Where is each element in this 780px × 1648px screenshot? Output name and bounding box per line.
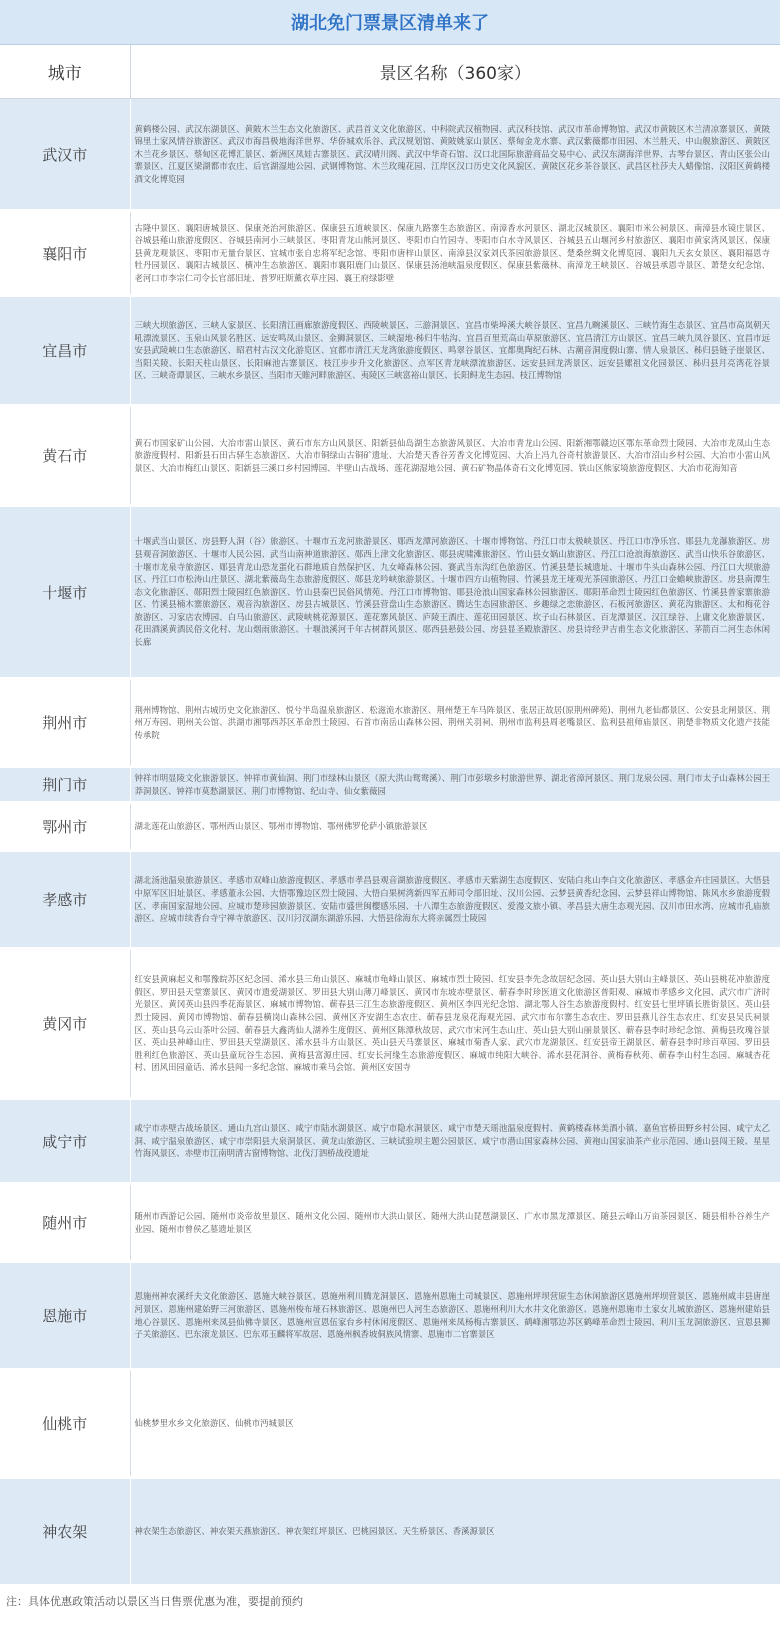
spot-list: 十堰武当山景区、房县野人洞（谷）旅游区、十堰市五龙河旅游景区、郧西龙潭河旅游区、十堰市博物馆、丹江口市太极峡景区、丹江口市净乐宫、郧县九龙瀑旅游区、房县观音洞旅游区、十堰市人民公园、武当山南神道旅游区、郧西上津文化旅游区、郧县虎啸滩旅游区、竹山县女娲山旅游区、丹江口沧浪海旅游区、武当山快乐谷旅游区、十堰市龙泉寺旅游区、郧县青龙山恐龙蛋化石群地质自然保护区、九女峰森林公园、赛武当东沟红色旅游区、竹溪县楚长城遗址、十堰市牛头山森林公园、丹江口大坝旅游区、丹江口市松涛山庄景区、湖北紫薇岛生态旅游度假区、郧县龙吟峡旅游景区、十堰市四方山植物园、竹溪县龙王垭观光茶园旅游区、丹江口金蟾峡旅游区、房县南潭生态文化旅游区、郧阳烈士陵园红色旅游区、竹山县秦巴民俗风情苑、丹江口市博物馆、郧县沧浪山国家森林公园旅游区、郧阳革命烈士陵园红色旅游区、竹溪县普家寨旅游区、竹溪县楠木寨旅游区、观音沟旅游区、房县古城景区、竹溪县营盘山生态旅游区、腾达生态园旅游区、乡趣绿之恋旅游区、石板河旅游区、黄花沟旅游区、太和梅花谷旅游区、习家店农博园、白马山旅游区、武陵峡桃花源景区、莲花寨风景区、庐陵王酒庄、莲花田园景区、坎子山石林景区、百龙潭景区、汉江绿谷、上庸文化旅游景区、花田酒溪黄酒民俗文化村、龙山烟雨旅游区、十堰浪溪河千年古树群风景区、郧西县悬鼓公园、房县显圣殿旅游区、房县诗经尹吉甫生态文化旅游区、茅箭百二河生态休闲长廊 <box>130 506 780 679</box>
city-name: 武汉市 <box>0 99 130 211</box>
city-name: 随州市 <box>0 1184 130 1262</box>
table-row <box>0 851 780 949</box>
table-row <box>0 1478 780 1586</box>
table-row <box>0 99 780 211</box>
city-name: 恩施市 <box>0 1262 130 1370</box>
header-city: 城市 <box>0 45 130 99</box>
spot-list: 钟祥市明显陵文化旅游景区、钟祥市黄仙洞、荆门市绿林山景区（原大洪山鸳鸯溪）、荆门市彭墩乡村旅游世界、湖北省漳河景区、荆门龙泉公园、荆门市太子山森林公园王莽洞景区、钟祥市莫愁湖景区、荆门市博物馆、纪山寺、仙女紫薇园 <box>130 767 780 803</box>
table-row <box>0 767 780 803</box>
table-row <box>0 211 780 296</box>
spot-list: 荆州博物馆、荆州古城历史文化旅游区、悦兮半岛温泉旅游区、松滋洈水旅游区、荆州楚王车马阵景区、张居正故居(原荆州碑苑)、荆州九老仙都景区、公安县北闸景区、荆州万寿园、荆州关公馆、洪湖市湘鄂西苏区革命烈士陵园、石首市南岳山森林公园、荆州关羽祠、荆州市监利县周老嘴景区、监利县祖师庙景区、荆楚非物质文化遗产技能传承院 <box>130 679 780 767</box>
city-name: 黄石市 <box>0 406 130 506</box>
table-row <box>0 1262 780 1370</box>
city-name: 孝感市 <box>0 851 130 949</box>
table-row <box>0 1370 780 1478</box>
spot-list: 湖北汤池温泉旅游景区、孝感市双峰山旅游度假区、孝感市孝昌县观音湖旅游度假区、孝感市天紫湖生态度假区、安陆白兆山李白文化旅游区、孝感金卉庄园景区、大悟县中原军区旧址景区、孝感董永公园、大悟鄂豫边区烈士陵园、大悟白果树湾新四军五师司令部旧址、汉川公园、云梦县黄香纪念园、云梦县祥山博物馆、陈风水乡旅游度假区、孝南国家湿地公园、应城市楚珍园旅游景区、安陆市盛世闽樱感乐园、十八潭生态旅游度假区、爱漫文旅小镇、孝昌县大唐生态观光园、汉川市田水湾、应城市孔庙旅游区、应城市续香台寺宁禅寺旅游区、汉川汈汊湖东湖游乐园、大悟县徐海东大将亲属烈士陵园 <box>130 851 780 949</box>
city-name: 黄冈市 <box>0 949 130 1099</box>
city-name: 仙桃市 <box>0 1370 130 1478</box>
city-name: 襄阳市 <box>0 211 130 296</box>
city-name: 荆州市 <box>0 679 130 767</box>
spot-list: 黄石市国家矿山公园、大冶市雷山景区、黄石市东方山风景区、阳新县仙岛湖生态旅游风景区、大冶市青龙山公园、阳新湘鄂赣边区鄂东革命烈士陵园、大冶市龙凤山生态旅游度假村、阳新县石田古驿生态旅游区、大冶市铜绿山古铜矿遗址、大冶楚天香谷芳香文化博览园、大冶上冯九谷奇村旅游景区、大冶市沼山乡村公园、大冶市小雷山风景区、大冶市梅红山景区、阳新县三溪口乡村园博园、半壁山古战场、莲花湖湿地公园、黄石矿物晶体奇石文化博览园、铁山区熊家境旅游度假区、大冶市花海知音 <box>130 406 780 506</box>
city-name: 十堰市 <box>0 506 130 679</box>
table-row <box>0 1184 780 1262</box>
spot-list: 随州市西游记公园、随州市炎帝故里景区、随州文化公园、随州市大洪山景区、随州大洪山琵琶湖景区、广水市黑龙潭景区、随县云峰山万亩茶园景区、随县相朴谷养生产业园、随州市曾侯乙墓遗址景区 <box>130 1184 780 1262</box>
table-row <box>0 679 780 767</box>
table-row <box>0 506 780 679</box>
spot-list: 黄鹤楼公园、武汉东湖景区、黄陂木兰生态文化旅游区、武昌首义文化旅游区、中科院武汉植物园、武汉科技馆、武汉市革命博物馆、武汉市黄陂区木兰清凉寨景区、黄陂锦里土家风情谷旅游区、武汉市海昌极地海洋世界、华侨城欢乐谷、武汉规划馆、黄陂姚家山景区、蔡甸金龙水寨、武汉紫薇都市田园、木兰胜天、中山舰旅游区、黄陂区木兰花乡景区、蔡甸区花博汇景区、新洲区凤娃古寨景区、武汉晴川阁、武汉中华奇石馆、汉口北国际旅游商品交易中心、武汉东湖海洋世界、古琴台景区、青山区张公山寨景区、江夏区梁湖都市农庄、后官湖湿地公园、武钢博物馆、木兰玫瑰花园、江岸区汉口历史文化风貌区、黄陂区花乡茶谷景区、武昌区杜莎夫人蜡像馆、汉阳区黄鹤楼酒文化博览园 <box>130 99 780 211</box>
page-title: 湖北免门票景区清单来了 <box>0 0 780 45</box>
table-row <box>0 949 780 1099</box>
table-row <box>0 296 780 406</box>
spot-list: 湖北莲花山旅游区、鄂州西山景区、鄂州市博物馆、鄂州佛罗伦萨小镇旅游景区 <box>130 803 780 851</box>
spot-list: 古隆中景区、襄阳唐城景区、保康尧治河旅游区、保康县五道峡景区、保康九路寨生态旅游区、南漳香水河景区、湖北汉城景区、襄阳市米公祠景区、南漳县水镜庄景区、谷城县薤山旅游度假区、谷城县南河小三峡景区、枣阳青龙山熊河景区、枣阳市白竹园寺、枣阳市白水寺风景区、谷城县五山堰河乡村旅游区、襄阳市黄家湾风景区、保康县黄龙观景区、枣阳市无量台景区、宜城市张自忠将军纪念馆、枣阳市唐梓山景区、南漳县汉家刘氏茶园旅游景区、楚桑丝绸文化博览园、襄阳九天玄女景区、襄阳福恩寺牡丹园景区、襄阳古城景区、横冲生态旅游区、襄阳市襄阳鹿门山景区、保康县汤池峡温泉度假区、保康县紫薇林、南漳龙王峡景区、谷城县承恩寺景区、萧楚女纪念馆、老河口市李宗仁司令长官部旧址、普罗旺斯薰衣草庄园、襄王府绿影壁 <box>130 211 780 296</box>
scenic-spot-table <box>0 45 780 1587</box>
city-name: 神农架 <box>0 1478 130 1586</box>
table-row <box>0 1099 780 1184</box>
spot-list: 三峡大坝旅游区、三峡人家景区、长阳清江画廊旅游度假区、西陵峡景区、三游洞景区、宜昌市柴埠溪大峡谷景区、宜昌九畹溪景区、三峡竹海生态景区、宜昌市高岚朝天吼漂流景区、玉泉山风景名胜区、远安鸣凤山景区、金狮洞景区、三峡湿地·秭归牛牯沟、宜昌百里荒高山草原旅游区、宜昌清江方山景区、宜昌三峡九凤谷景区、宜昌市远安县武陵峡口生态旅游区、昭君村古汉文化游览区、宜都市清江天龙湾旅游度假区、鸣翠谷景区、宜都奥陶纪石林、古潮音洞度假山寨、情人泉景区、秭归县链子崖景区、当阳关陵、长阳天柱山景区、长阳麻池古寨景区、枝江步步升文化旅游区、点军区青龙峡漂流旅游区、远安县回龙湾景区、远安县嫘祖文化园景区、秭归县月亮湾花谷景区、三峡奇谭景区、三峡水乡景区、当阳市天睢河畔旅游区、夷陵区三峡富裕山景区、长阳鲟龙生态园、枝江博物馆 <box>130 296 780 406</box>
header-spots: 景区名称（360家） <box>130 45 780 99</box>
table-row <box>0 406 780 506</box>
city-name: 荆门市 <box>0 767 130 803</box>
spot-list: 仙桃梦里水乡文化旅游区、仙桃市沔城景区 <box>130 1370 780 1478</box>
city-name: 鄂州市 <box>0 803 130 851</box>
city-name: 咸宁市 <box>0 1099 130 1184</box>
table-header <box>0 45 780 99</box>
table-row <box>0 803 780 851</box>
spot-list: 红安县黄麻起义和鄂豫皖苏区纪念园、浠水县三角山景区、麻城市龟峰山景区、麻城市烈士陵园、红安县李先念故居纪念园、英山县大别山主峰景区、英山县桃花冲旅游度假区、罗田县天堂寨景区、黄冈市遗爱湖景区、罗田县大别山薄刀峰景区、黄冈市东坡赤壁景区、蕲春李时珍医道文化旅游区普阳观、麻城市孝感乡文化园、武穴市广济时光景区、黄冈英山县四季花海景区、麻城市博物馆、蕲春县三江生态旅游度假区、黄州区李四光纪念馆、湖北鄂人谷生态旅游度假村、红安县七里坪镇长胜街景区、英山县烈士陵园、黄冈市博物馆、蕲春县横岗山森林公园、黄州区齐安湖生态农庄、蕲春县龙泉花海观光园、武穴市布尔寨生态农庄、罗田县燕儿谷生态农庄、红安县吴氏祠景区、英山县乌云山茶叶公园、蕲春县大鑫湾仙人湖养生度假区、黄州区陈潭秋故居、武穴市宋河生态山庄、英山县大别山丽景景区、蕲春县李时珍纪念馆、黄梅县玫瑰谷景区、英山县神峰山庄、罗田县天堂湖景区、浠水县斗方山景区、英山县天马寨景区、麻城市菊香人家、武穴市龙湖景区、红安县帝王湖景区、蕲春县李时珍百草园、罗田县胜利红色旅游区、英山县童玩谷生态园、黄梅县富源庄园、红安长河缘生态旅游度假区、麻城市纯阳大峡谷、浠水县花洞谷、黄梅春秋苑、蕲春李山村生态园、麻城杏花村、团风田园童话、浠水县闻一多纪念馆、麻城市乘马会馆、黄州区安国寺 <box>130 949 780 1099</box>
spot-list: 神农架生态旅游区、神农架天燕旅游区、神农架红坪景区、巴桃园景区、天生桥景区、香溪源景区 <box>130 1478 780 1586</box>
spot-list: 咸宁市赤壁古战场景区、通山九宫山景区、咸宁市陆水湖景区、咸宁市隐水洞景区、咸宁市楚天瑶池温泉度假村、黄鹤楼森林美酒小镇、嘉鱼官桥田野乡村公园、咸宁太乙洞、咸宁温泉旅游区、咸宁市崇阳县大泉洞景区、黄龙山旅游区、三峡试验坝主题公园景区、咸宁市潜山国家森林公园、黄袍山国家油茶产业示范园、通山县闯王陵、星星竹海风景区、赤壁市江南明清古窗博物馆、北伐汀泗桥战役遗址 <box>130 1099 780 1184</box>
city-name: 宜昌市 <box>0 296 130 406</box>
footnote: 注：具体优惠政策活动以景区当日售票优惠为准，要提前预约 <box>6 1594 303 1608</box>
spot-list: 恩施州神农溪纤夫文化旅游区、恩施大峡谷景区、恩施州利川腾龙洞景区、恩施州恩施土司城景区、恩施州坪坝营原生态休闲旅游区恩施州坪坝营景区、恩施州咸丰县唐崖河景区、恩施州建始野三河旅游区、恩施州梭布垭石林旅游区、恩施州巴人河生态旅游区、恩施州利川大水井文化旅游区、恩施州恩施市土家女儿城旅游区、恩施州建始县地心谷景区、恩施州来凤县仙佛寺景区、恩施州宣恩伍家台乡村休闲度假区、恩施州来凤杨梅古寨景区、鹤峰湘鄂边苏区鹤峰革命烈士陵园、利川玉龙洞旅游区、宣恩县狮子关旅游区、巴东滚龙景区、巴东邓玉麟将军故居、恩施州枫香坡侗族风情寨、恩施市二官寨景区 <box>130 1262 780 1370</box>
